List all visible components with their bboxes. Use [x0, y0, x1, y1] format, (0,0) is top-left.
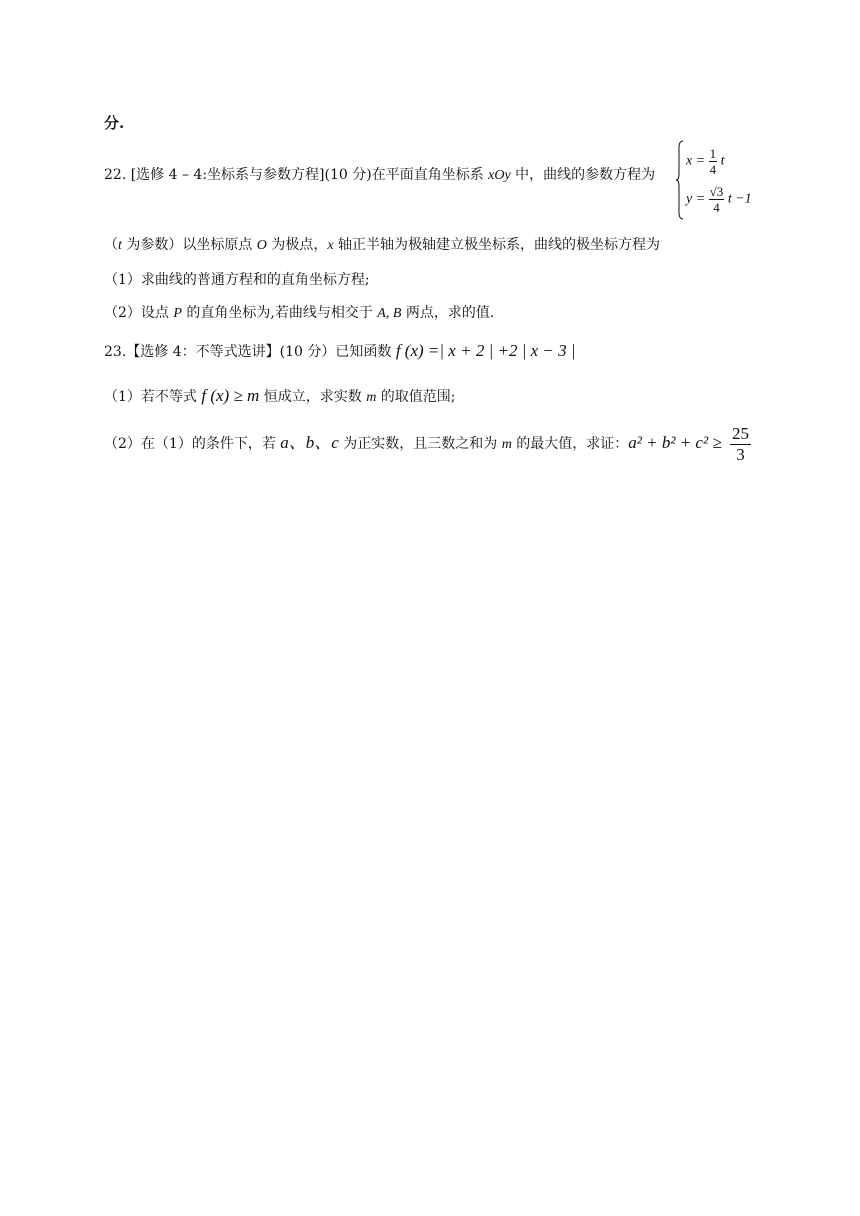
q22-line2-text3: 轴正半轴为极轴建立极坐标系，曲线的极坐标方程为 [333, 237, 661, 253]
q22-line2-text2: 为极点， [266, 237, 328, 253]
q23-prefix: 23.【选修 4：不等式选讲】(10 分）已知函数 [104, 344, 396, 360]
q23-part1-text3: 的取值范围; [376, 389, 456, 405]
q22-line2 [104, 236, 660, 255]
q23-part1-inequality: f (x) ≥ m [201, 386, 260, 405]
q23-fraction-numerator: 25 [732, 424, 749, 443]
q22-stem [104, 166, 655, 185]
q23-part1 [104, 387, 456, 407]
q22-equation-y [686, 184, 752, 215]
q22-line2-text1: 为参数）以坐标原点 [121, 237, 257, 253]
q23-part1-m: m [366, 390, 377, 405]
q22-eq1-numerator: 1 [709, 146, 717, 161]
q23-part2 [104, 434, 722, 454]
q22-eq1-denominator: 4 [709, 162, 717, 177]
q23-part2-text3: 的最大值，求证： [511, 436, 629, 452]
q22-part2-points-ab: A, B [377, 306, 402, 321]
q22-eq2-lhs: y = [686, 191, 706, 207]
q22-equation-x [686, 146, 725, 177]
q23-part2-inequality: a² + b² + c² ≥ [628, 433, 722, 452]
q23-stem [104, 342, 576, 361]
q23-part2-text2: 为正实数，且三数之和为 [338, 436, 502, 452]
q22-line2-origin: O [256, 238, 267, 253]
previous-question-tail: 分. [104, 114, 125, 132]
q23-part1-text1: （1）若不等式 [104, 389, 202, 405]
q23-function: f (x) =| x + 2 | +2 | x − 3 | [395, 341, 576, 360]
q23-part2-text1: （2）在（1）的条件下，若 [104, 436, 281, 452]
q22-part2-text3: 两点，求的值. [401, 305, 495, 321]
q22-part1: （1）求曲线的普通方程和的直角坐标方程; [104, 272, 370, 288]
q22-eq2-numerator: √3 [709, 184, 724, 199]
q22-eq1-variable: t [720, 153, 725, 169]
q23-part1-text2: 恒成立，求实数 [259, 389, 367, 405]
q22-eq2-tail: t −1 [727, 191, 752, 207]
q22-line2-open-paren: （ [104, 237, 118, 253]
q22-part2-text2: 的直角坐标为,若曲线与相交于 [181, 305, 378, 321]
q22-eq1-lhs: x = [686, 153, 706, 169]
q23-fraction [730, 424, 751, 465]
q23-part2-m: m [501, 437, 512, 452]
q23-fraction-denominator: 3 [736, 445, 745, 464]
q22-eq1-fraction [709, 146, 718, 177]
q22-prefix: 22. [选修 4 – 4:坐标系与参数方程](10 分)在平面直角坐标系 [104, 167, 489, 183]
q22-line2-t: t [118, 238, 122, 253]
q22-eq2-denominator: 4 [713, 200, 720, 215]
q22-part2 [104, 304, 494, 323]
q22-part2-text1: （2）设点 [104, 305, 174, 321]
q22-part2-point: P [173, 306, 182, 321]
left-brace-icon [676, 140, 684, 220]
q22-suffix: 中，曲线的参数方程为 [510, 167, 656, 183]
q23-part2-variables: a、b、c [280, 433, 339, 452]
q22-eq2-fraction [709, 184, 725, 215]
q22-line2-x: x [327, 238, 334, 253]
q22-coordinate-system: xOy [488, 168, 511, 183]
q22-parametric-system [676, 140, 766, 222]
